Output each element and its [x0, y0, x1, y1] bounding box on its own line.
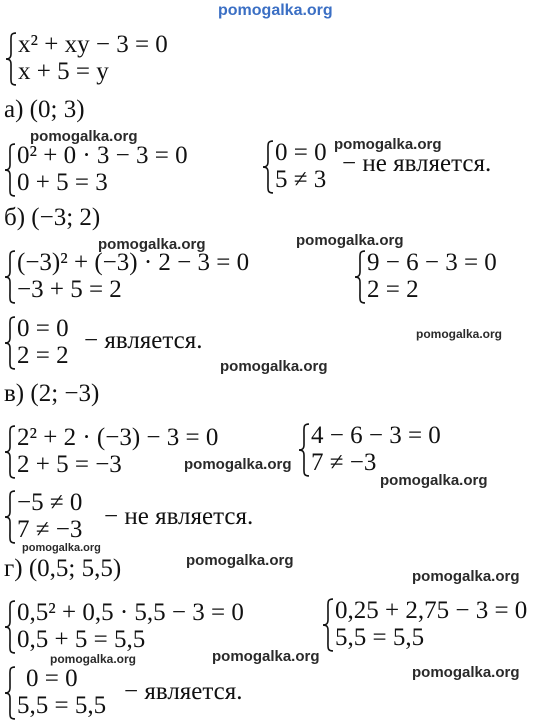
part-d-sys2-eq1: 0,25 + 2,75 − 3 = 0 [335, 597, 528, 624]
part-d-sys3-eq2: 5,5 = 5,5 [17, 692, 107, 719]
part-b-sys3-eq1: 0 = 0 [17, 315, 69, 342]
brace-icon [4, 425, 16, 479]
part-a-verdict: − не является. [342, 150, 492, 177]
main-system [5, 32, 245, 86]
brace-icon [262, 140, 274, 194]
watermark: pomogalka.org [98, 236, 206, 253]
part-c-sys3-eq1: −5 ≠ 0 [17, 489, 83, 516]
brace-icon [4, 250, 16, 304]
part-d-sys1-eq2: 0,5 + 5 = 5,5 [17, 626, 146, 653]
watermark: pomogalka.org [50, 652, 137, 666]
part-d-sys3-eq1: 0 = 0 [26, 665, 78, 692]
part-c-system-3 [4, 490, 114, 544]
part-d-system-2 [322, 598, 548, 652]
part-a-sys2-eq2: 5 ≠ 3 [275, 166, 327, 193]
watermark: pomogalka.org [186, 552, 294, 569]
part-d-sys2-eq2: 5,5 = 5,5 [335, 624, 425, 651]
part-b-verdict: − является. [84, 327, 203, 354]
watermark: pomogalka.org [184, 456, 292, 473]
part-c-label: в) (2; −3) [4, 380, 100, 407]
watermark: pomogalka.org [412, 664, 520, 681]
part-a-system-1 [4, 143, 244, 197]
part-b-system-1 [4, 250, 304, 304]
brace-icon [4, 316, 16, 370]
part-d-label: г) (0,5; 5,5) [4, 555, 122, 582]
watermark: pomogalka.org [296, 232, 404, 249]
part-b-sys3-eq2: 2 = 2 [17, 342, 69, 369]
brace-icon [298, 423, 310, 477]
brace-icon [354, 250, 366, 304]
watermark: pomogalka.org [30, 128, 138, 145]
watermark: pomogalka.org [212, 648, 320, 665]
system-eq1: x² + xy − 3 = 0 [18, 31, 168, 58]
brace-icon [4, 666, 16, 720]
part-c-system-2 [298, 423, 478, 477]
part-d-system-1 [4, 600, 304, 654]
watermark: pomogalka.org [22, 542, 101, 554]
part-c-sys2-eq1: 4 − 6 − 3 = 0 [311, 422, 441, 449]
part-b-sys1-eq2: −3 + 5 = 2 [17, 276, 122, 303]
watermark: pomogalka.org [380, 472, 488, 489]
part-b-label: б) (−3; 2) [4, 204, 101, 231]
part-b-sys2-eq2: 2 = 2 [367, 276, 419, 303]
system-eq2: x + 5 = y [18, 58, 109, 85]
brace-icon [322, 598, 334, 652]
part-c-sys1-eq1: 2² + 2 · (−3) − 3 = 0 [17, 424, 219, 451]
watermark: pomogalka.org [412, 568, 520, 585]
watermark-header: pomogalka.org [218, 2, 333, 19]
part-c-sys3-eq2: 7 ≠ −3 [17, 516, 83, 543]
part-d-system-3 [4, 666, 134, 720]
watermark: pomogalka.org [416, 327, 503, 341]
brace-icon [4, 600, 16, 654]
part-b-sys1-eq1: (−3)² + (−3) · 2 − 3 = 0 [17, 249, 250, 276]
part-c-sys2-eq2: 7 ≠ −3 [311, 449, 377, 476]
part-d-verdict: − является. [124, 678, 243, 705]
watermark: pomogalka.org [334, 136, 442, 153]
part-a-sys2-eq1: 0 = 0 [275, 139, 327, 166]
part-b-system-3 [4, 316, 94, 370]
watermark: pomogalka.org [220, 358, 328, 375]
part-b-sys2-eq1: 9 − 6 − 3 = 0 [367, 249, 497, 276]
part-b-system-2 [354, 250, 544, 304]
part-c-verdict: − не является. [104, 503, 254, 530]
brace-icon [4, 490, 16, 544]
brace-icon [5, 32, 17, 86]
part-d-sys1-eq1: 0,5² + 0,5 · 5,5 − 3 = 0 [17, 599, 244, 626]
brace-icon [4, 143, 16, 197]
part-a-sys1-eq2: 0 + 5 = 3 [17, 169, 108, 196]
part-a-sys1-eq1: 0² + 0 · 3 − 3 = 0 [17, 142, 188, 169]
part-c-sys1-eq2: 2 + 5 = −3 [17, 451, 122, 478]
part-a-label: а) (0; 3) [4, 96, 85, 123]
